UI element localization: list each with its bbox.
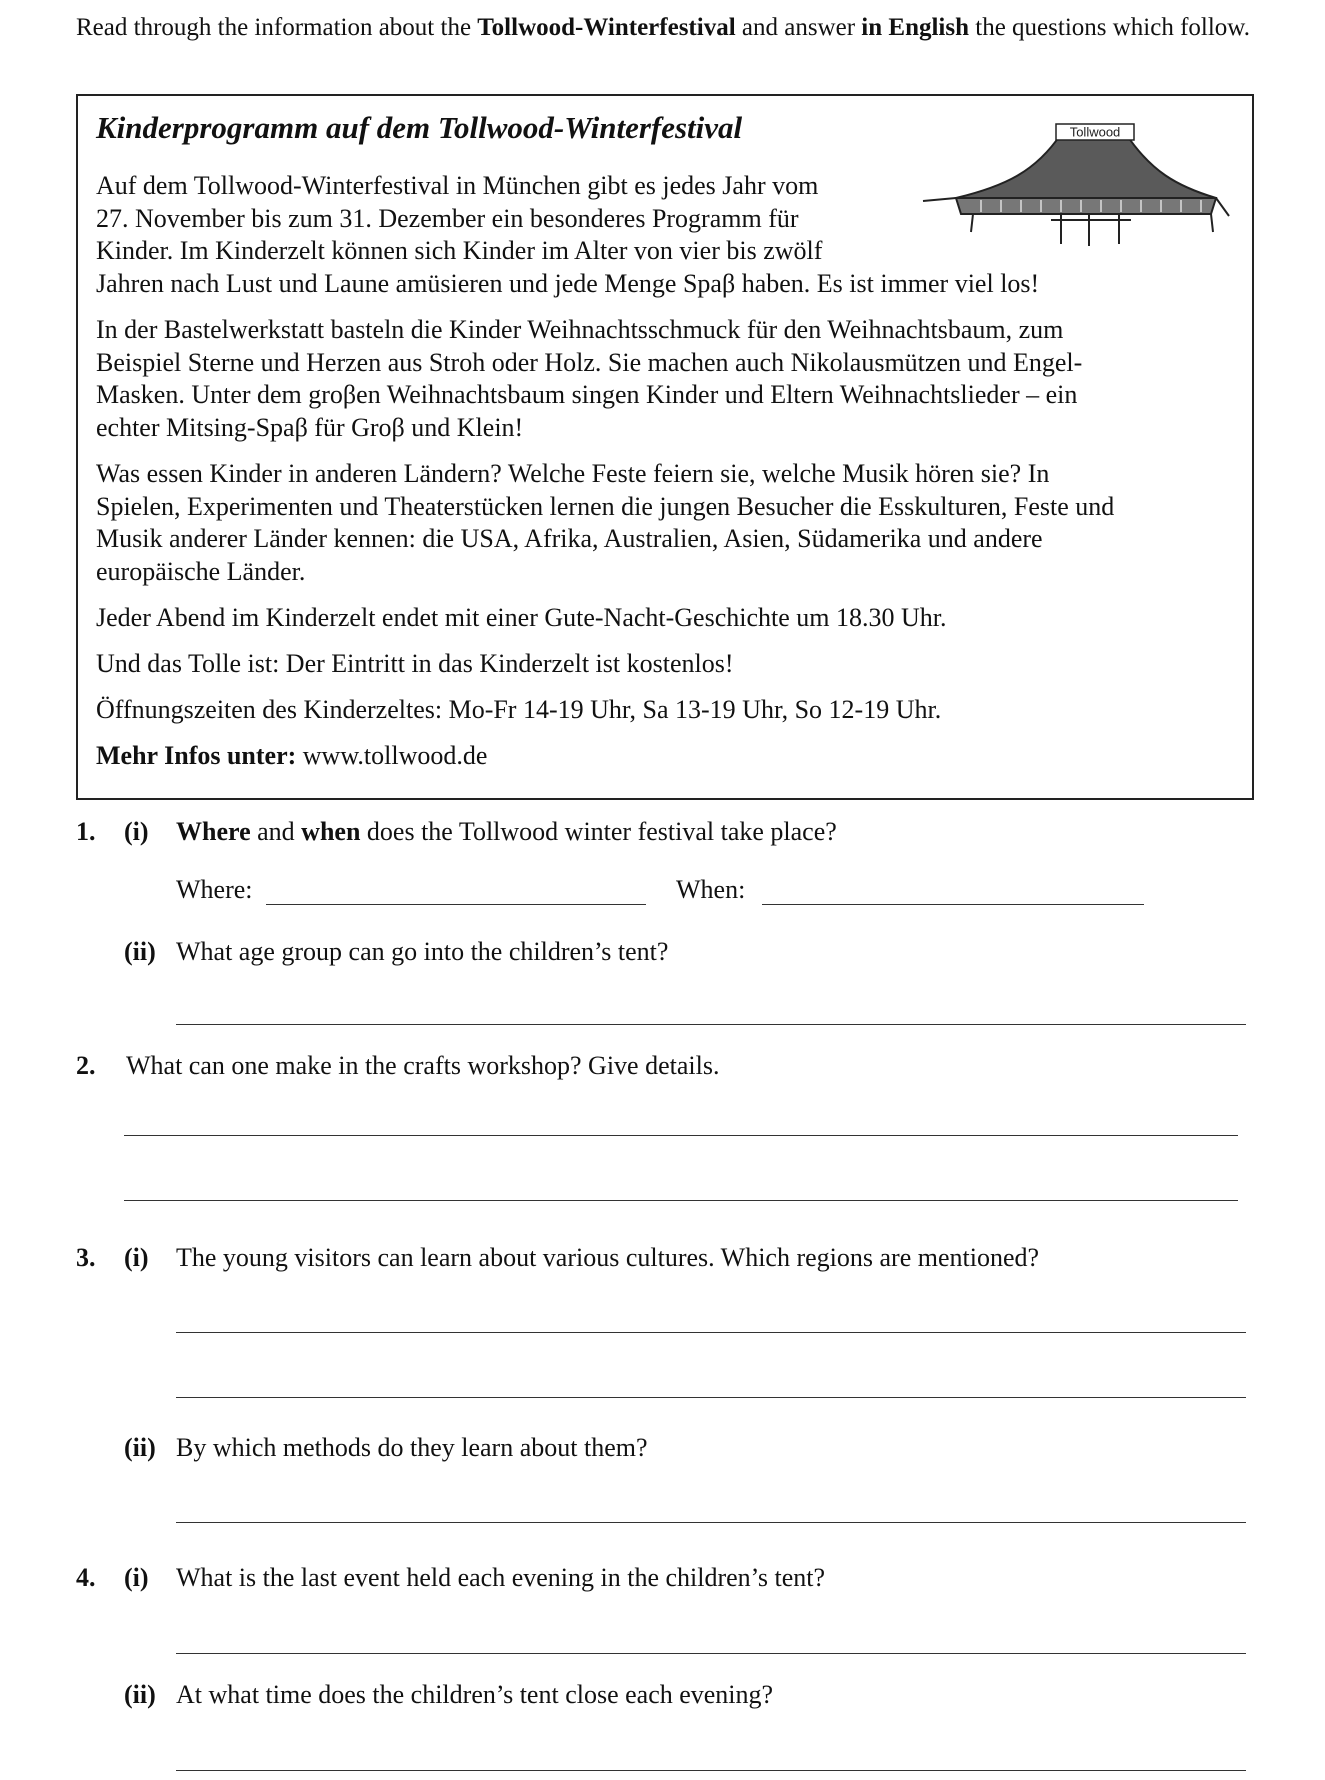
paragraph-crafts <box>96 314 1216 444</box>
question-text: does the Tollwood winter festival take place? <box>360 817 837 846</box>
more-info-url: www.tollwood.de <box>296 741 488 770</box>
paragraph-line: Auf dem Tollwood-Winterfestival in München gibt es jedes Jahr vom <box>96 171 819 200</box>
question-4-i-text: What is the last event held each evening in the children’s tent? <box>176 1563 826 1592</box>
paragraph-line: Kinder. Im Kinderzelt können sich Kinder im Alter von vier bis zwölf <box>96 236 823 265</box>
paragraph-line: 27. November bis zum 31. Dezember ein besonderes Programm für <box>96 203 799 233</box>
answer-line-when[interactable] <box>762 904 1144 905</box>
sub-question-label: (ii) <box>124 1433 156 1462</box>
paragraph-free-entry: Und das Tolle ist: Der Eintritt in das Kinderzelt ist kostenlos! <box>96 649 734 678</box>
tent-sign-text: Tollwood <box>1069 124 1121 140</box>
paragraph-line: Musik anderer Länder kennen: die USA, Afrika, Australien, Asien, Südamerika und andere <box>96 524 1043 553</box>
paragraph-cultures <box>96 458 1216 588</box>
question-1-i-text <box>176 816 837 848</box>
emphasis-where: Where <box>176 817 251 846</box>
question-3-ii-text: By which methods do they learn about them? <box>176 1433 648 1462</box>
paragraph-evening: Jeder Abend im Kinderzelt endet mit einer Gute-Nacht-Geschichte um 18.30 Uhr. <box>96 603 947 632</box>
question-number: 2. <box>76 1051 96 1080</box>
instructions-text: and answer <box>735 14 862 41</box>
sub-question-label: (i) <box>124 817 149 846</box>
paragraph-line: Beispiel Sterne und Herzen aus Stroh oder Holz. Sie machen auch Nikolausmützen und Engel- <box>96 347 1083 377</box>
answer-line[interactable] <box>176 1653 1246 1654</box>
more-info <box>96 740 1216 773</box>
paragraph-opening-hours: Öffnungszeiten des Kinderzeltes: Mo-Fr 14-19 Uhr, Sa 13-19 Uhr, So 12-19 Uhr. <box>96 695 942 724</box>
paragraph-line: Masken. Unter dem groβen Weihnachtsbaum singen Kinder und Eltern Weihnachtslieder – ein <box>96 380 1078 409</box>
answer-line[interactable] <box>176 1024 1246 1025</box>
sub-question-label: (ii) <box>124 937 156 966</box>
paragraph-line: Was essen Kinder in anderen Ländern? Welche Feste feiern sie, welche Musik hören sie? In <box>96 459 1050 488</box>
question-2-text: What can one make in the crafts workshop? Give details. <box>126 1051 720 1080</box>
paragraph-line: europäische Länder. <box>96 556 306 586</box>
paragraph-line: echter Mitsing-Spaβ für Groβ und Klein! <box>96 412 524 442</box>
answer-line[interactable] <box>176 1770 1246 1771</box>
question-3-i-text: The young visitors can learn about various cultures. Which regions are mentioned? <box>176 1243 1040 1272</box>
question-1-ii-text: What age group can go into the children’s tent? <box>176 937 669 966</box>
sub-question-label: (i) <box>124 1563 149 1592</box>
question-number: 4. <box>76 1563 96 1592</box>
question-number: 1. <box>76 817 96 846</box>
emphasis-when: when <box>301 817 361 846</box>
sub-question-label: (i) <box>124 1243 149 1272</box>
more-info-label: Mehr Infos unter: <box>96 741 297 770</box>
answer-line[interactable] <box>124 1135 1238 1136</box>
where-label: Where: <box>176 875 253 904</box>
instructions-language: in English <box>861 14 969 41</box>
instructions-text: the questions which follow. <box>969 14 1250 41</box>
answer-line[interactable] <box>124 1200 1238 1201</box>
article-title: Kinderprogramm auf dem Tollwood-Winterfestival <box>96 110 743 145</box>
answer-line[interactable] <box>176 1522 1246 1523</box>
question-number: 3. <box>76 1243 96 1272</box>
answer-line[interactable] <box>176 1332 1246 1333</box>
paragraph-line: In der Bastelwerkstatt basteln die Kinder Weihnachtsschmuck für den Weihnachtsbaum, zum <box>96 315 1064 344</box>
paragraph-intro <box>96 170 1216 300</box>
article-box <box>76 94 1254 800</box>
paragraph-line: Jahren nach Lust und Laune amüsieren und jede Menge Spaβ haben. Es ist immer viel los! <box>96 268 1040 298</box>
when-label: When: <box>676 875 746 904</box>
sub-question-label: (ii) <box>124 1680 156 1709</box>
question-4-ii-text: At what time does the children’s tent close each evening? <box>176 1680 774 1709</box>
instructions-festival: Tollwood-Winterfestival <box>477 14 736 41</box>
paragraph-line: Spielen, Experimenten und Theaterstücken lernen die jungen Besucher die Esskulturen, Feste und <box>96 491 1115 521</box>
instructions <box>76 12 1256 43</box>
instructions-text: Read through the information about the <box>76 14 478 41</box>
answer-line-where[interactable] <box>266 904 646 905</box>
answer-line[interactable] <box>176 1397 1246 1398</box>
question-text: and <box>250 817 302 846</box>
